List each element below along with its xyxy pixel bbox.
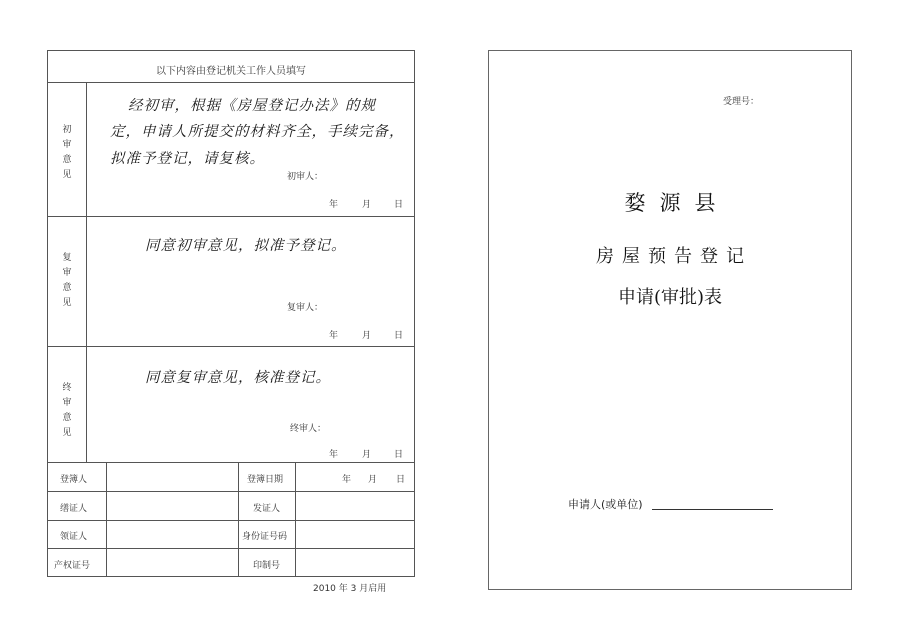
section-label-second-review: 复 审 意 见 bbox=[62, 253, 72, 308]
final-review-opinion: 同意复审意见，核准登记。 bbox=[145, 370, 331, 386]
year-label: 年 bbox=[329, 450, 339, 460]
day-label: 日 bbox=[396, 475, 406, 485]
certificate-issuer-label: 发证人 bbox=[253, 504, 281, 514]
initial-reviewer-label: 初审人： bbox=[287, 172, 324, 182]
form-title-line1: 房屋预告登记 bbox=[596, 246, 752, 267]
divider bbox=[48, 491, 414, 492]
opinion-line: 拟准予登记，请复核。 bbox=[110, 151, 265, 167]
month-label: 月 bbox=[362, 200, 372, 210]
month-label: 月 bbox=[362, 450, 372, 460]
left-page-form bbox=[47, 50, 415, 577]
section-label-initial-review: 初 审 意 见 bbox=[62, 125, 72, 180]
certificate-receiver-label: 领证人 bbox=[60, 532, 88, 542]
divider bbox=[48, 520, 414, 521]
print-no-label: 印制号 bbox=[253, 561, 281, 571]
initial-review-opinion bbox=[128, 93, 376, 120]
applicant-label: 申请人(或单位) bbox=[568, 498, 643, 511]
divider bbox=[48, 346, 414, 347]
divider bbox=[48, 82, 414, 83]
right-page-cover bbox=[488, 50, 852, 590]
registrar-label: 登簿人 bbox=[60, 475, 88, 485]
year-label: 年 bbox=[342, 475, 352, 485]
receipt-number-label: 受理号： bbox=[723, 97, 760, 107]
form-title-line2: 申请(审批)表 bbox=[617, 287, 723, 308]
county-title: 婺源县 bbox=[624, 191, 730, 215]
divider bbox=[295, 462, 296, 576]
staff-fill-header: 以下内容由登记机关工作人员填写 bbox=[156, 66, 306, 77]
month-label: 月 bbox=[368, 475, 378, 485]
second-review-opinion: 同意初审意见，拟准予登记。 bbox=[145, 238, 347, 254]
day-label: 日 bbox=[394, 331, 404, 341]
register-date-label: 登簿日期 bbox=[247, 475, 284, 485]
day-label: 日 bbox=[394, 200, 404, 210]
id-number-label: 身份证号码 bbox=[242, 532, 288, 542]
year-label: 年 bbox=[329, 331, 339, 341]
divider bbox=[48, 548, 414, 549]
certificate-maker-label: 缮证人 bbox=[60, 504, 88, 514]
opinion-line: 定，申请人所提交的材料齐全，手续完备， bbox=[110, 124, 405, 140]
enable-date-footer: 2010 年 3 月启用 bbox=[313, 584, 387, 594]
year-label: 年 bbox=[329, 200, 339, 210]
divider bbox=[238, 462, 239, 576]
divider bbox=[86, 82, 87, 462]
divider bbox=[48, 216, 414, 217]
applicant-signature-line[interactable] bbox=[652, 509, 773, 510]
opinion-line: 经初审，根据《房屋登记办法》的规 bbox=[128, 98, 376, 114]
month-label: 月 bbox=[362, 331, 372, 341]
divider bbox=[48, 462, 414, 463]
day-label: 日 bbox=[394, 450, 404, 460]
final-reviewer-label: 终审人： bbox=[290, 424, 327, 434]
section-label-final-review: 终 审 意 见 bbox=[62, 383, 72, 438]
property-cert-no-label: 产权证号 bbox=[54, 561, 91, 571]
second-reviewer-label: 复审人： bbox=[287, 303, 324, 313]
divider bbox=[106, 462, 107, 576]
